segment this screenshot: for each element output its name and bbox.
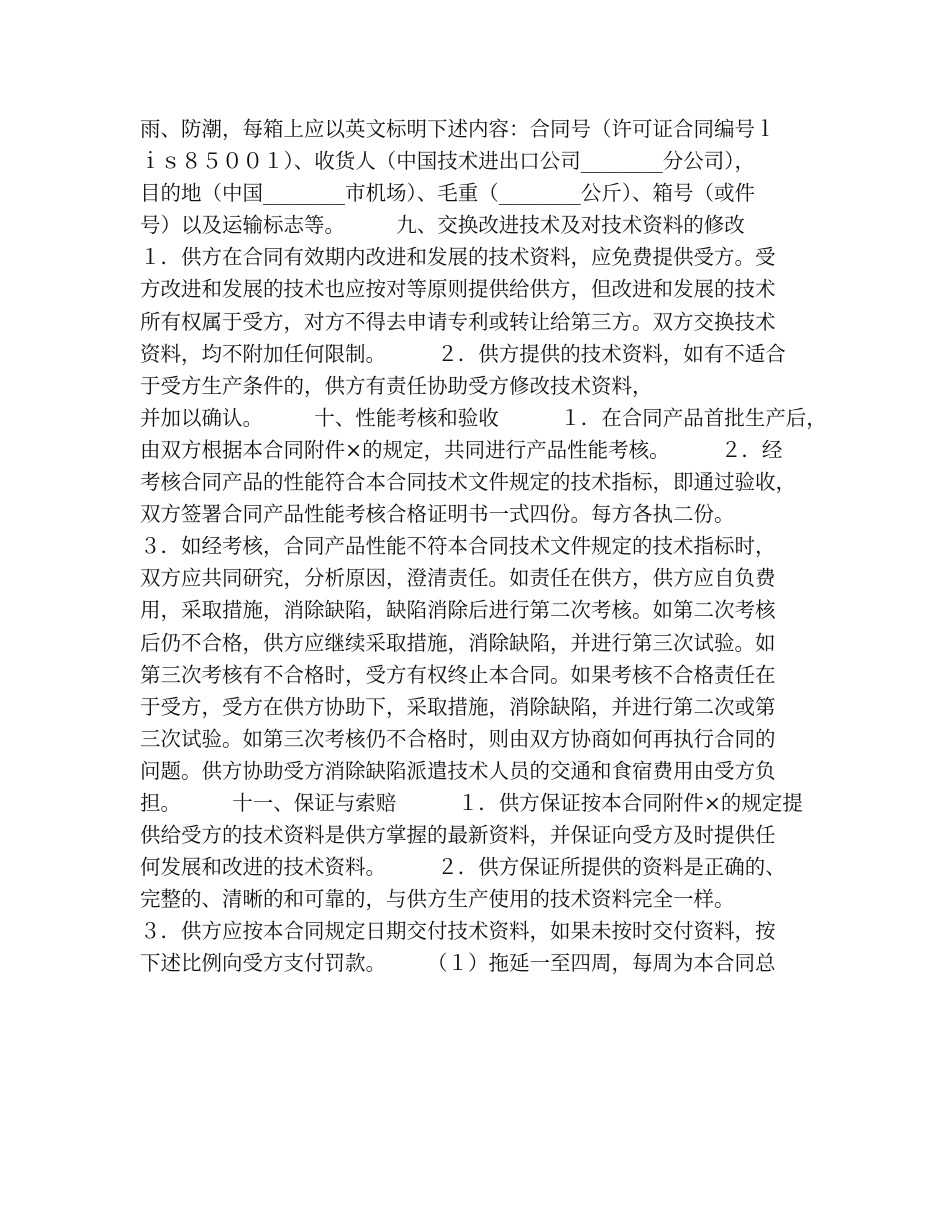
text-line-14: ３．如经考核，合同产品性能不符本合同技术文件规定的技术指标时，: [140, 534, 776, 559]
text-line-25: 完整的、清晰的和可靠的，与供方生产使用的技术资料完全一样。: [140, 887, 735, 912]
text-line-12: 考核合同产品的性能符合本合同技术文件规定的技术指标，即通过验收，: [140, 470, 796, 495]
text-line-4: 号）以及运输标志等。 九、交换改进技术及对技术资料的修改: [140, 213, 745, 238]
text-line-2: ｉｓ８５００１）、收货人（中国技术进出口公司________分公司），: [140, 149, 755, 174]
text-line-3: 目的地（中国________市机场）、毛重（________公斤）、箱号（或件: [140, 181, 755, 206]
text-line-5: １．供方在合同有效期内改进和发展的技术资料，应免费提供受方。受: [140, 245, 776, 270]
text-line-15: 双方应共同研究，分析原因，澄清责任。如责任在供方，供方应自负费: [140, 566, 776, 591]
text-line-22: 担。 十一、保证与索赔 １．供方保证按本合同附件×的规定提: [140, 790, 803, 815]
text-line-19: 于受方，受方在供方协助下，采取措施，消除缺陷，并进行第二次或第: [140, 694, 776, 719]
text-line-8: 资料，均不附加任何限制。 ２．供方提供的技术资料，如有不适合: [140, 341, 786, 366]
text-line-6: 方改进和发展的技术也应按对等原则提供给供方，但改进和发展的技术: [140, 277, 776, 302]
text-line-27: 下述比例向受方支付罚款。 （１）拖延一至四周，每周为本合同总: [140, 951, 776, 976]
text-line-1: 雨、防潮，每箱上应以英文标明下述内容：合同号（许可证合同编号ｌ: [140, 117, 776, 141]
text-line-9: 于受方生产条件的，供方有责任协助受方修改技术资料，: [140, 373, 653, 398]
text-line-10: 并加以确认。 十、性能考核和验收 １．在合同产品首批生产后，: [140, 405, 827, 430]
text-line-24: 何发展和改进的技术资料。 ２．供方保证所提供的资料是正确的、: [140, 855, 786, 880]
text-line-11: 由双方根据本合同附件×的规定，共同进行产品性能考核。 ２．经: [140, 437, 783, 462]
text-line-21: 问题。供方协助受方消除缺陷派遣技术人员的交通和食宿费用由受方负: [140, 758, 776, 783]
text-line-17: 后仍不合格，供方应继续采取措施，消除缺陷，并进行第三次试验。如: [140, 630, 776, 655]
text-line-18: 第三次考核有不合格时，受方有权终止本合同。如果考核不合格责任在: [140, 662, 776, 687]
document-body: [140, 113, 830, 980]
text-line-13: 双方签署合同产品性能考核合格证明书一式四份。每方各执二份。: [140, 502, 735, 527]
text-line-20: 三次试验。如第三次考核仍不合格时，则由双方协商如何再执行合同的: [140, 726, 776, 751]
text-line-23: 供给受方的技术资料是供方掌握的最新资料，并保证向受方及时提供任: [140, 823, 776, 848]
text-line-16: 用，采取措施，消除缺陷，缺陷消除后进行第二次考核。如第二次考核: [140, 598, 776, 623]
text-line-26: ３．供方应按本合同规定日期交付技术资料，如果未按时交付资料，按: [140, 919, 776, 944]
text-line-7: 所有权属于受方，对方不得去申请专利或转让给第三方。双方交换技术: [140, 309, 776, 334]
